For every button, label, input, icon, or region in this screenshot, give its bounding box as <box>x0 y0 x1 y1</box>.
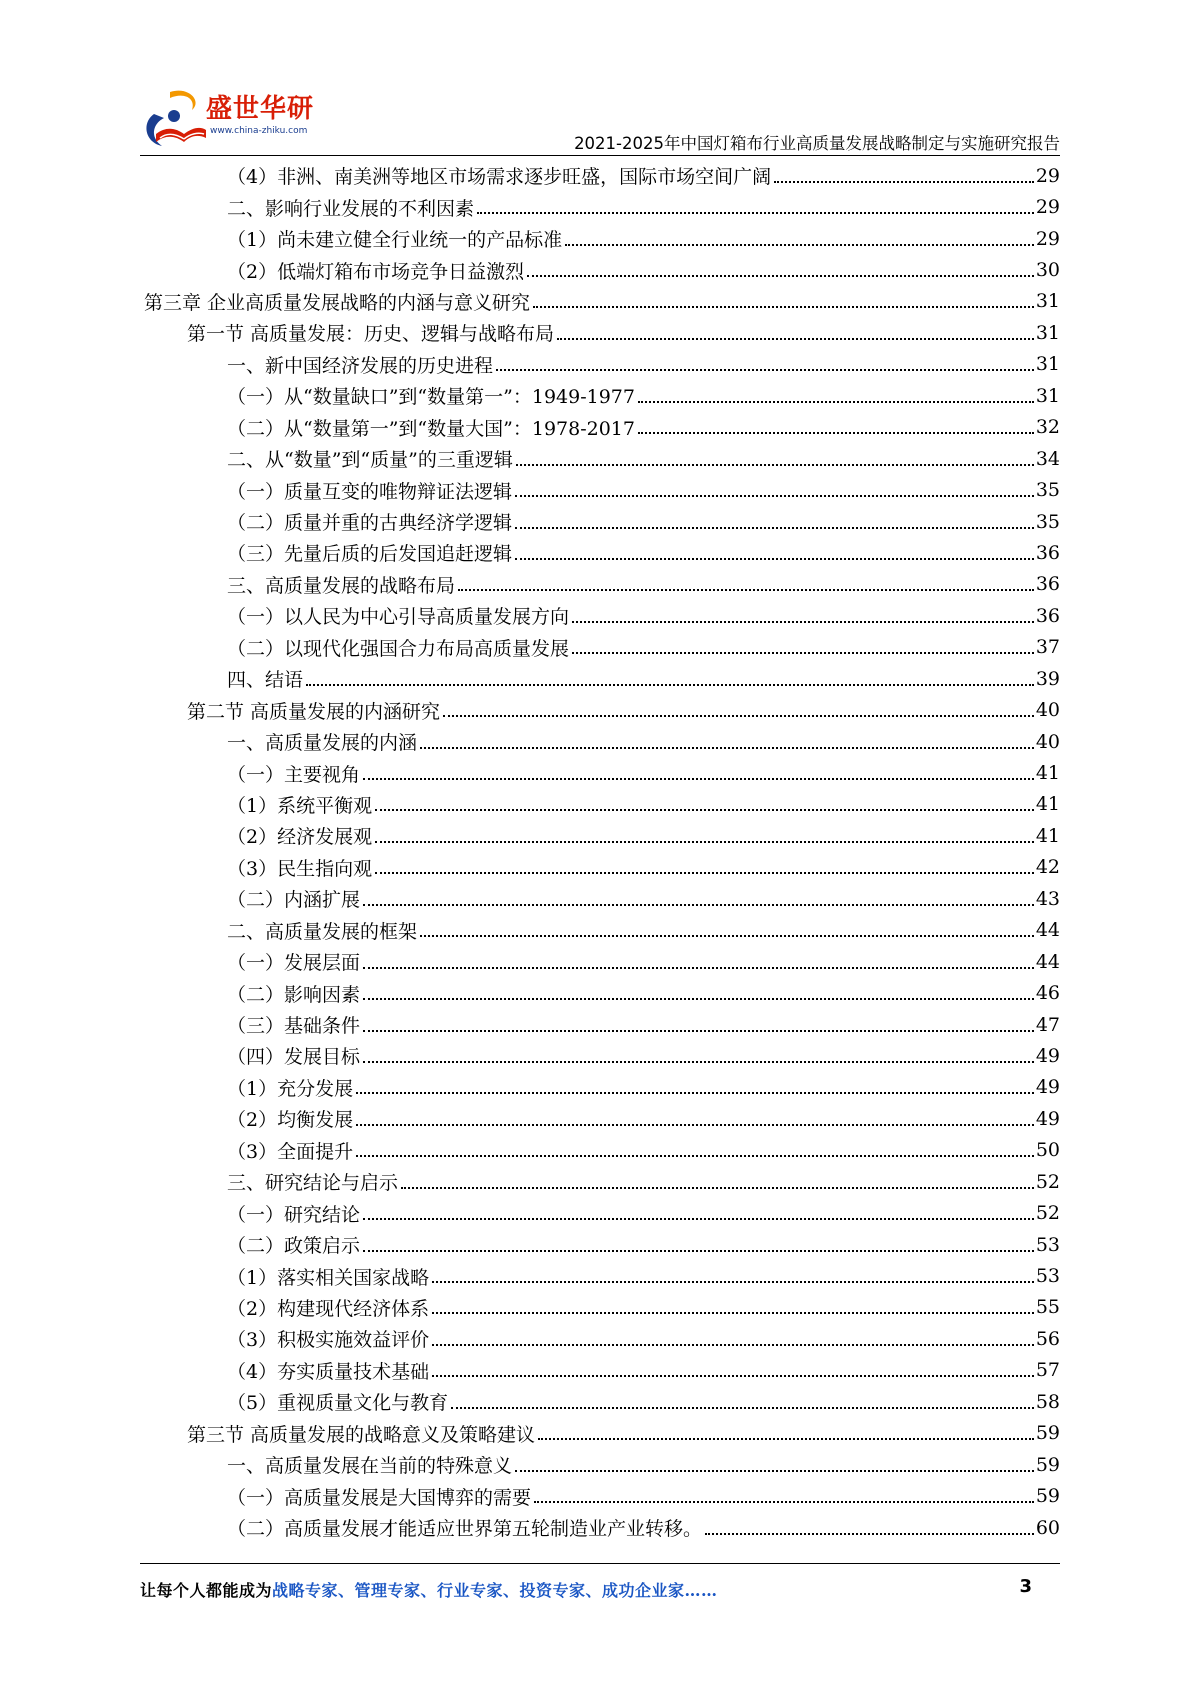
toc-dot-leader <box>516 464 1034 466</box>
toc-dot-leader <box>356 1092 1034 1094</box>
toc-entry[interactable] <box>140 946 1060 977</box>
toc-entry-page: 31 <box>1035 290 1060 313</box>
toc-entry[interactable] <box>140 474 1060 505</box>
toc-entry-page: 52 <box>1035 1202 1060 1225</box>
toc-entry[interactable] <box>140 600 1060 631</box>
toc-entry[interactable] <box>140 663 1060 694</box>
toc-entry[interactable] <box>140 254 1060 285</box>
toc-entry-page: 57 <box>1035 1359 1060 1382</box>
toc-entry-page: 49 <box>1035 1044 1060 1067</box>
toc-entry[interactable] <box>140 537 1060 568</box>
toc-entry-page: 44 <box>1035 950 1060 973</box>
toc-entry[interactable] <box>140 349 1060 380</box>
toc-dot-leader <box>401 1187 1034 1189</box>
toc-entry-title: （5）重视质量文化与教育 <box>227 1392 449 1415</box>
toc-entry[interactable] <box>140 1480 1060 1511</box>
toc-entry-page: 47 <box>1035 1013 1060 1036</box>
toc-entry-title: （二）内涵扩展 <box>227 889 361 912</box>
toc-dot-leader <box>515 558 1034 560</box>
toc-entry-title: （1）尚未建立健全行业统一的产品标准 <box>227 229 563 252</box>
toc-dot-leader <box>557 338 1034 340</box>
toc-entry-title: （二）从“数量第一”到“数量大国”：1978-2017 <box>227 417 635 440</box>
table-of-contents <box>140 160 1060 1543</box>
toc-entry[interactable] <box>140 191 1060 222</box>
footer-slogan-highlight: 战略专家、管理专家、行业专家、投资专家、成功企业家…… <box>272 1581 718 1600</box>
toc-dot-leader <box>432 1375 1034 1377</box>
toc-entry-title: （3）全面提升 <box>227 1140 354 1163</box>
toc-entry-page: 36 <box>1035 604 1060 627</box>
footer-slogan-prefix: 让每个人都能成为 <box>140 1581 273 1600</box>
toc-entry[interactable] <box>140 412 1060 443</box>
toc-entry[interactable] <box>140 1418 1060 1449</box>
toc-dot-leader <box>527 275 1034 277</box>
toc-dot-leader <box>432 1312 1034 1314</box>
toc-entry-page: 43 <box>1035 887 1060 910</box>
toc-entry[interactable] <box>140 694 1060 725</box>
toc-entry-title: 一、高质量发展的内涵 <box>227 732 418 755</box>
toc-entry[interactable] <box>140 1072 1060 1103</box>
toc-entry-page: 31 <box>1035 321 1060 344</box>
toc-dot-leader <box>458 589 1034 591</box>
logo-emblem-icon <box>140 84 210 156</box>
page-footer <box>140 1578 1060 1602</box>
toc-entry[interactable] <box>140 632 1060 663</box>
toc-entry-title: （1）系统平衡观 <box>227 794 373 817</box>
toc-entry[interactable] <box>140 820 1060 851</box>
toc-entry[interactable] <box>140 1135 1060 1166</box>
toc-dot-leader <box>363 904 1034 906</box>
toc-entry[interactable] <box>140 1103 1060 1134</box>
toc-entry-title: （一）高质量发展是大国博弈的需要 <box>227 1486 532 1509</box>
toc-entry[interactable] <box>140 160 1060 191</box>
toc-entry-title: 二、高质量发展的框架 <box>227 920 418 943</box>
toc-entry-page: 41 <box>1035 793 1060 816</box>
toc-entry[interactable] <box>140 757 1060 788</box>
toc-entry-title: 二、从“数量”到“质量”的三重逻辑 <box>227 449 513 472</box>
toc-entry-title: （2）构建现代经济体系 <box>227 1297 430 1320</box>
toc-entry[interactable] <box>140 1229 1060 1260</box>
toc-entry-title: 一、高质量发展在当前的特殊意义 <box>227 1455 513 1478</box>
toc-entry-page: 31 <box>1035 353 1060 376</box>
toc-entry[interactable] <box>140 789 1060 820</box>
toc-entry-page: 46 <box>1035 982 1060 1005</box>
page-number: 3 <box>1019 1576 1032 1597</box>
toc-entry[interactable] <box>140 1292 1060 1323</box>
toc-entry[interactable] <box>140 977 1060 1008</box>
toc-entry-title: 三、研究结论与启示 <box>227 1172 399 1195</box>
toc-entry-page: 29 <box>1035 164 1060 187</box>
toc-entry-title: （二）影响因素 <box>227 983 361 1006</box>
toc-entry-title: 三、高质量发展的战略布局 <box>227 574 456 597</box>
toc-entry-title: （3）积极实施效益评价 <box>227 1329 430 1352</box>
footer-slogan <box>140 1578 718 1601</box>
toc-entry-page: 59 <box>1035 1453 1060 1476</box>
page-header <box>140 80 1060 160</box>
toc-entry-page: 34 <box>1035 447 1060 470</box>
toc-dot-leader <box>432 1281 1034 1283</box>
header-divider <box>140 155 1060 156</box>
toc-entry-title: （二）高质量发展才能适应世界第五轮制造业产业转移。 <box>227 1518 703 1541</box>
toc-dot-leader <box>363 998 1034 1000</box>
toc-entry-page: 40 <box>1035 730 1060 753</box>
toc-entry-page: 53 <box>1035 1233 1060 1256</box>
toc-entry[interactable] <box>140 1323 1060 1354</box>
toc-entry-title: 一、新中国经济发展的历史进程 <box>227 354 494 377</box>
toc-entry[interactable] <box>140 1449 1060 1480</box>
toc-entry-title: （三）基础条件 <box>227 1015 361 1038</box>
toc-entry[interactable] <box>140 506 1060 537</box>
toc-dot-leader <box>774 181 1034 183</box>
toc-entry-page: 31 <box>1035 384 1060 407</box>
toc-entry-title: （二）政策启示 <box>227 1235 361 1258</box>
toc-entry-page: 42 <box>1035 856 1060 879</box>
toc-entry-page: 32 <box>1035 416 1060 439</box>
toc-entry-title: （一）主要视角 <box>227 763 361 786</box>
toc-dot-leader <box>420 747 1034 749</box>
toc-entry[interactable] <box>140 443 1060 474</box>
toc-entry[interactable] <box>140 569 1060 600</box>
toc-entry-page: 50 <box>1035 1139 1060 1162</box>
toc-dot-leader <box>356 1155 1034 1157</box>
toc-entry-page: 37 <box>1035 636 1060 659</box>
toc-dot-leader <box>363 1061 1034 1063</box>
toc-entry-title: 第三节 高质量发展的战略意义及策略建议 <box>187 1423 536 1446</box>
toc-dot-leader <box>496 369 1034 371</box>
toc-entry-title: （4）夯实质量技术基础 <box>227 1360 430 1383</box>
toc-dot-leader <box>363 1218 1034 1220</box>
toc-entry-title: （二）以现代化强国合力布局高质量发展 <box>227 637 570 660</box>
toc-entry-page: 49 <box>1035 1107 1060 1130</box>
toc-dot-leader <box>306 684 1034 686</box>
toc-dot-leader <box>443 715 1034 717</box>
toc-dot-leader <box>375 809 1034 811</box>
toc-entry-title: （一）发展层面 <box>227 952 361 975</box>
toc-entry[interactable] <box>140 380 1060 411</box>
toc-entry-title: （1）落实相关国家战略 <box>227 1266 430 1289</box>
toc-dot-leader <box>705 1533 1034 1535</box>
toc-entry[interactable] <box>140 286 1060 317</box>
toc-entry-page: 36 <box>1035 541 1060 564</box>
toc-dot-leader <box>363 1250 1034 1252</box>
company-logo <box>140 84 315 156</box>
toc-entry-page: 39 <box>1035 667 1060 690</box>
toc-entry-title: （二）质量并重的古典经济学逻辑 <box>227 512 513 535</box>
toc-dot-leader <box>363 778 1034 780</box>
toc-entry-page: 49 <box>1035 1076 1060 1099</box>
toc-entry-page: 44 <box>1035 919 1060 942</box>
toc-entry-title: 四、结语 <box>227 669 304 692</box>
toc-dot-leader <box>538 1438 1034 1440</box>
toc-entry[interactable] <box>140 1355 1060 1386</box>
toc-dot-leader <box>565 244 1034 246</box>
toc-dot-leader <box>515 527 1034 529</box>
toc-entry[interactable] <box>140 317 1060 348</box>
logo-name: 盛世华研 <box>206 94 315 124</box>
toc-entry-title: （3）民生指向观 <box>227 857 373 880</box>
toc-dot-leader <box>638 432 1034 434</box>
toc-entry-title: （2）经济发展观 <box>227 826 373 849</box>
toc-entry-title: （一）质量互变的唯物辩证法逻辑 <box>227 480 513 503</box>
toc-entry-title: 第一节 高质量发展：历史、逻辑与战略布局 <box>187 323 555 346</box>
toc-entry-title: （2）均衡发展 <box>227 1109 354 1132</box>
toc-entry[interactable] <box>140 915 1060 946</box>
toc-entry-page: 55 <box>1035 1296 1060 1319</box>
toc-entry-page: 53 <box>1035 1265 1060 1288</box>
toc-dot-leader <box>375 872 1034 874</box>
toc-entry-title: （三）先量后质的后发国追赶逻辑 <box>227 543 513 566</box>
toc-entry-title: 第三章 企业高质量发展战略的内涵与意义研究 <box>144 291 531 314</box>
toc-entry-page: 58 <box>1035 1390 1060 1413</box>
toc-entry-page: 56 <box>1035 1327 1060 1350</box>
logo-url: www.china-zhiku.com <box>210 126 308 136</box>
toc-dot-leader <box>356 1124 1034 1126</box>
toc-entry-title: （一）以人民为中心引导高质量发展方向 <box>227 606 570 629</box>
toc-dot-leader <box>638 401 1034 403</box>
toc-dot-leader <box>363 967 1034 969</box>
toc-dot-leader <box>451 1407 1034 1409</box>
toc-dot-leader <box>533 306 1034 308</box>
toc-dot-leader <box>534 1501 1034 1503</box>
toc-entry[interactable] <box>140 1512 1060 1543</box>
toc-entry-title: （1）充分发展 <box>227 1077 354 1100</box>
toc-entry[interactable] <box>140 852 1060 883</box>
toc-entry-page: 30 <box>1035 259 1060 282</box>
toc-entry-page: 59 <box>1035 1422 1060 1445</box>
toc-entry-page: 29 <box>1035 227 1060 250</box>
toc-entry-page: 29 <box>1035 196 1060 219</box>
toc-entry-title: （一）研究结论 <box>227 1203 361 1226</box>
toc-entry[interactable] <box>140 726 1060 757</box>
toc-entry-title: （2）低端灯箱布市场竞争日益激烈 <box>227 260 525 283</box>
toc-dot-leader <box>572 621 1034 623</box>
toc-entry-title: （四）发展目标 <box>227 1046 361 1069</box>
toc-dot-leader <box>432 1344 1034 1346</box>
toc-entry[interactable] <box>140 1009 1060 1040</box>
toc-dot-leader <box>572 652 1034 654</box>
toc-dot-leader <box>515 495 1034 497</box>
toc-entry[interactable] <box>140 223 1060 254</box>
toc-entry-page: 35 <box>1035 510 1060 533</box>
toc-entry-title: （4）非洲、南美洲等地区市场需求逐步旺盛，国际市场空间广阔 <box>227 166 772 189</box>
toc-entry-title: 二、影响行业发展的不利因素 <box>227 197 475 220</box>
toc-entry-page: 59 <box>1035 1485 1060 1508</box>
toc-entry-title: 第二节 高质量发展的内涵研究 <box>187 700 441 723</box>
toc-entry-page: 52 <box>1035 1170 1060 1193</box>
toc-entry-page: 41 <box>1035 824 1060 847</box>
report-title: 2021-2025年中国灯箱布行业高质量发展战略制定与实施研究报告 <box>574 134 1060 153</box>
toc-entry[interactable] <box>140 1040 1060 1071</box>
toc-dot-leader <box>515 1470 1034 1472</box>
toc-entry[interactable] <box>140 1166 1060 1197</box>
toc-entry-title: （一）从“数量缺口”到“数量第一”：1949-1977 <box>227 386 635 409</box>
toc-entry[interactable] <box>140 1197 1060 1228</box>
toc-entry[interactable] <box>140 1386 1060 1417</box>
toc-entry-page: 35 <box>1035 479 1060 502</box>
footer-divider <box>140 1563 1060 1564</box>
toc-dot-leader <box>375 841 1034 843</box>
toc-entry[interactable] <box>140 1260 1060 1291</box>
toc-entry-page: 36 <box>1035 573 1060 596</box>
toc-entry-page: 60 <box>1035 1516 1060 1539</box>
toc-dot-leader <box>477 212 1034 214</box>
toc-entry[interactable] <box>140 883 1060 914</box>
toc-dot-leader <box>420 935 1034 937</box>
toc-dot-leader <box>363 1030 1034 1032</box>
toc-entry-page: 40 <box>1035 699 1060 722</box>
toc-entry-page: 41 <box>1035 762 1060 785</box>
